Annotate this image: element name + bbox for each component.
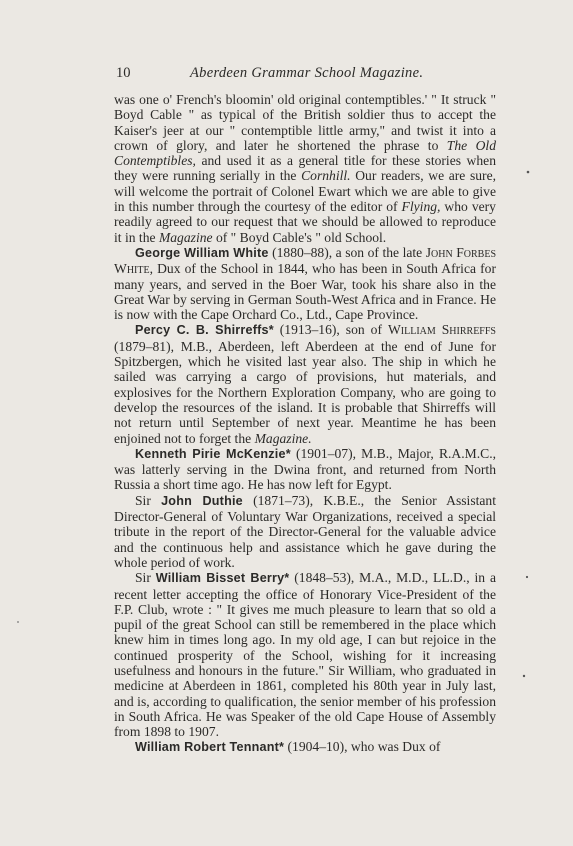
text-run: (1901–07), M.B., Major, R.A.M.C., was latterly serving in the Dwina front, and returned from North Russia a short time ago. He has now left for Egypt. (114, 445, 496, 493)
person-name: Percy C. B. Shirreffs* (135, 323, 274, 338)
article-body (114, 92, 496, 756)
text-run: Sir (135, 570, 156, 586)
paragraph-duthie (114, 493, 496, 570)
italic-title: The Old Contemptibles, (114, 137, 496, 169)
paragraph-tennant (114, 739, 496, 755)
text-run: (1913–16), son of (273, 322, 388, 338)
person-name: William Robert Tennant* (135, 740, 285, 755)
italic-title: Cornhill. (301, 168, 351, 184)
italic-title: Magazine (158, 229, 213, 245)
person-name: George William White (135, 245, 269, 260)
person-name: Kenneth Pirie McKenzie* (135, 446, 291, 461)
text-run: (1871–73), K.B.E., the Senior Assistant Director-General of Voluntary War Organizations, received a special tribute in the report of the Director-General for the valuable advice and the continuous help and assistance which he gave during the whole period of work. (114, 492, 497, 570)
paragraph-mckenzie (114, 446, 496, 493)
text-run: (1880–88), a son of the late (268, 244, 426, 260)
person-name: John Duthie (161, 493, 243, 508)
text-run: (1904–10), who was Dux of (284, 739, 441, 755)
text-run: Sir (135, 492, 162, 508)
text-run: of " Boyd Cable's " old School. (212, 229, 387, 245)
text-run: was one o' French's bloomin' old original contemptibles.' " It struck " Boyd Cable " as typical of the British soldier thus to accept the Kaiser's jeer at our " contemptible little army," and twist it into a crown of glory, and later he shortened the phrase to (114, 92, 496, 153)
text-run: Our readers, we are sure, will welcome the portrait of Colonel Ewart which we are able to give in this number through the courtesy of the editor of (114, 168, 497, 215)
paragraph-white (114, 245, 496, 322)
italic-title: Magazine. (254, 430, 312, 446)
text-run: Dux of the School in 1844, who has been in South Africa for many years, and served in the Boer War, took his share also in the Great War by serving in German South-West Africa and in France. He is now with the Cape Orchard Co., Ltd., Cape Province. (114, 261, 496, 323)
italic-title: Flying, (401, 199, 441, 215)
person-name: William Bisset Berry* (155, 571, 290, 586)
text-run: (1879–81), M.B., Aberdeen, left Aberdeen at the end of June for Spitzbergen, which he visited last year also. The ship in which he sailed was carrying a cargo of provisions, hut materials, and explosives for the Northern Exploration Company, who are going to develop the resources of the island. It is probable that Shirreffs will not return until September of next year. Meantime he has been enjoined not to forget the (114, 338, 496, 446)
paragraph-shirreffs (114, 322, 496, 445)
page-number: 10 (116, 65, 131, 81)
small-caps-name: John Forbes White, (114, 244, 497, 277)
small-caps-name: William Shirreffs (387, 322, 496, 338)
text-run: and used it as a general title for these stories when they were running serially in the (114, 153, 496, 184)
text-run: who very readily agreed to our request that we should be allowed to reproduce it in the (114, 199, 496, 245)
paragraph-berry (114, 570, 496, 739)
running-title: Aberdeen Grammar School Magazine. (190, 65, 424, 81)
text-run: (1848–53), M.A., M.D., LL.D., in a recent letter accepting the office of Honorary Vice-President of the F.P. Club, wrote : " It gives me much pleasure to learn that so old a pupil of the great School can still be remembered in the place which knew him in times long ago. In my old age, I can but rejoice in the continued prosperity of the School, wishing for it increasing usefulness and honours in the future." Sir William, who graduated in medicine at Aberdeen in 1861, completed his 80th year in July last, and is, according to qualification, the senior member of his profession in South Africa. He was Speaker of the old Cape House of Assembly from 1898 to 1907. (114, 570, 496, 740)
paragraph-boyd-cable (114, 92, 496, 245)
